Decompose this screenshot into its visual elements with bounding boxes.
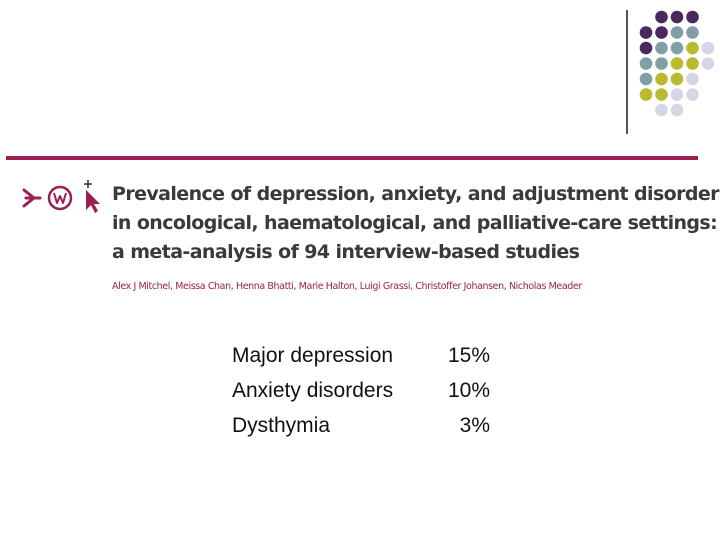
decorative-dot: [655, 26, 668, 39]
decorative-dot: [686, 88, 699, 101]
decorative-dot: [671, 88, 684, 101]
decorative-dot: [686, 57, 699, 70]
decorative-dot: [671, 104, 684, 117]
decorative-dot: [671, 57, 684, 70]
stat-label: Anxiety disorders: [232, 379, 394, 402]
decorative-dot: [655, 88, 668, 101]
article-title: [112, 180, 719, 267]
journal-logo: [22, 176, 104, 220]
decorative-dot: [640, 26, 653, 39]
prevalence-list: [232, 344, 502, 449]
decorative-dot: [640, 57, 653, 70]
stat-value: 15%: [447, 344, 490, 367]
decorative-dot: [702, 57, 715, 70]
decorative-dot: [655, 42, 668, 55]
decorative-dot: [655, 73, 668, 86]
decorative-dot: [640, 88, 653, 101]
decorative-dot: [640, 73, 653, 86]
decorative-dot: [671, 73, 684, 86]
decorative-dot: [686, 11, 699, 24]
decorative-dot: [671, 26, 684, 39]
horizontal-rule: [6, 156, 698, 160]
title-line: a meta-analysis of 94 interview-based studies: [112, 241, 580, 263]
decorative-dot: [655, 104, 668, 117]
title-line: in oncological, haematological, and palliative-care settings:: [112, 212, 718, 234]
decorative-dot: [655, 57, 668, 70]
decorative-dot: [655, 11, 668, 24]
plus-icon: [84, 180, 92, 188]
arrow-icon: [24, 190, 40, 206]
stat-value: 10%: [447, 379, 490, 402]
decorative-dot: [686, 73, 699, 86]
decorative-dot: [671, 42, 684, 55]
author-list: Alex J Mitchel, Meissa Chan, Henna Bhatti, Marie Halton, Luigi Grassi, Christoffer Johansen, Nicholas Meader: [112, 281, 582, 292]
decorative-dot: [640, 42, 653, 55]
stat-row: [232, 379, 502, 414]
stat-label: Dysthymia: [232, 414, 331, 437]
stat-row: [232, 344, 502, 379]
stat-row: [232, 414, 502, 449]
vertical-divider: [626, 10, 628, 134]
decorative-dot-grid: [637, 8, 720, 118]
title-line: Prevalence of depression, anxiety, and adjustment disorder: [112, 183, 719, 205]
decorative-dot: [686, 42, 699, 55]
stat-label: Major depression: [232, 344, 394, 367]
cursor-icon: [86, 190, 100, 213]
stat-value: 3%: [459, 414, 490, 437]
decorative-dot: [671, 11, 684, 24]
decorative-dot: [686, 26, 699, 39]
decorative-dot: [702, 42, 715, 55]
